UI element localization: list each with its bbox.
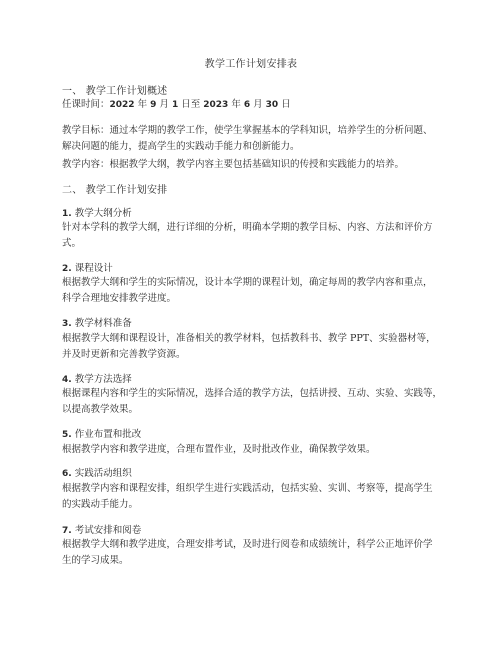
item-number: 4. [62,375,72,385]
item-number: 7. [62,526,72,536]
item-title-text: 实践活动组织 [71,468,132,479]
period-text: 年 [134,99,151,110]
paragraph-line: 的实践动手能力。 [62,499,139,510]
teaching-period [62,96,291,114]
end-month: 6 [243,100,251,110]
paragraph-line: 并及时更新和完善教学资源。 [62,349,186,360]
paragraph-line: 根据教学内容和课程安排，组织学生进行实践活动，包括实验、实训、考察等，提高学生 [62,483,433,494]
start-month: 9 [150,100,157,110]
item-title [62,315,132,329]
section-1-heading: 一、 教学工作计划概述 [62,86,168,97]
item-title-text: 教学材料准备 [71,318,132,329]
period-text: 月 [156,99,172,110]
paragraph-line: 根据教学内容和教学进度，合理布置作业，及时批改作业，确保教学效果。 [62,444,376,455]
item-body [62,481,442,513]
paragraph-line: 根据课程内容和学生的实际情况，选择合适的教学方法，包括讲授、互动、实验、实践等， [62,388,443,399]
paragraph-line: 针对本学科的教学大纲，进行详细的分析，明确本学期的教学目标、内容、方法和评价方 [62,222,433,233]
paragraph-line: 以提高教学效果。 [62,404,139,415]
item-title-text: 教学大纲分析 [71,208,132,219]
item-title [62,465,132,479]
end-day: 30 [265,100,279,110]
period-label: 任课时间： [62,99,110,110]
paragraph-line: 教学目标：通过本学期的教学工作，使学生掌握基本的学科知识，培养学生的分析问题、 [62,125,433,136]
teaching-content [62,157,442,173]
teaching-goal [62,123,442,155]
item-title-text: 课程设计 [71,263,113,274]
item-body [62,331,442,363]
item-number: 1. [62,209,72,219]
paragraph-line: 科学合理地安排教学进度。 [62,293,177,304]
item-number: 5. [62,430,72,440]
paragraph-line: 式。 [62,238,82,249]
item-number: 2. [62,264,72,274]
period-text: 月 [250,99,266,110]
item-number: 6. [62,469,72,479]
item-title-text: 考试安排和阅卷 [71,525,142,536]
item-title-text: 作业布置和批改 [71,429,142,440]
item-title [62,205,132,219]
period-text: 日至 [178,99,204,110]
paragraph-line: 根据教学大纲和教学进度，合理安排考试，及时进行阅卷和成绩统计，科学公正地评价学 [62,539,433,550]
period-text: 日 [278,99,291,110]
period-text: 年 [228,99,244,110]
paragraph-line: 根据教学大纲和课程设计，准备相关的教学材料，包括教科书、教学 PPT、实验器材等， [62,333,436,344]
start-day: 1 [171,100,179,110]
item-title [62,371,132,385]
section-2-heading: 二、 教学工作计划安排 [62,185,168,196]
item-number: 3. [62,319,72,329]
item-body [62,275,442,307]
item-body [62,386,442,418]
item-title [62,260,113,274]
item-body [62,220,442,252]
item-title-text: 教学方法选择 [71,374,132,385]
paragraph-line: 教学内容：根据教学大纲，教学内容主要包括基础知识的传授和实践能力的培养。 [62,159,405,170]
item-body [62,442,442,458]
document-title: 教学工作计划安排表 [204,59,298,70]
start-year: 2022 [109,100,135,110]
end-year: 2023 [203,100,229,110]
item-title [62,522,141,536]
paragraph-line: 解决问题的能力，提高学生的实践动手能力和创新能力。 [62,141,300,152]
item-body [62,537,442,569]
paragraph-line: 根据教学大纲和学生的实际情况，设计本学期的课程计划，确定每周的教学内容和重点， [62,277,433,288]
paragraph-line: 生的学习成果。 [62,555,129,566]
item-title [62,426,141,440]
